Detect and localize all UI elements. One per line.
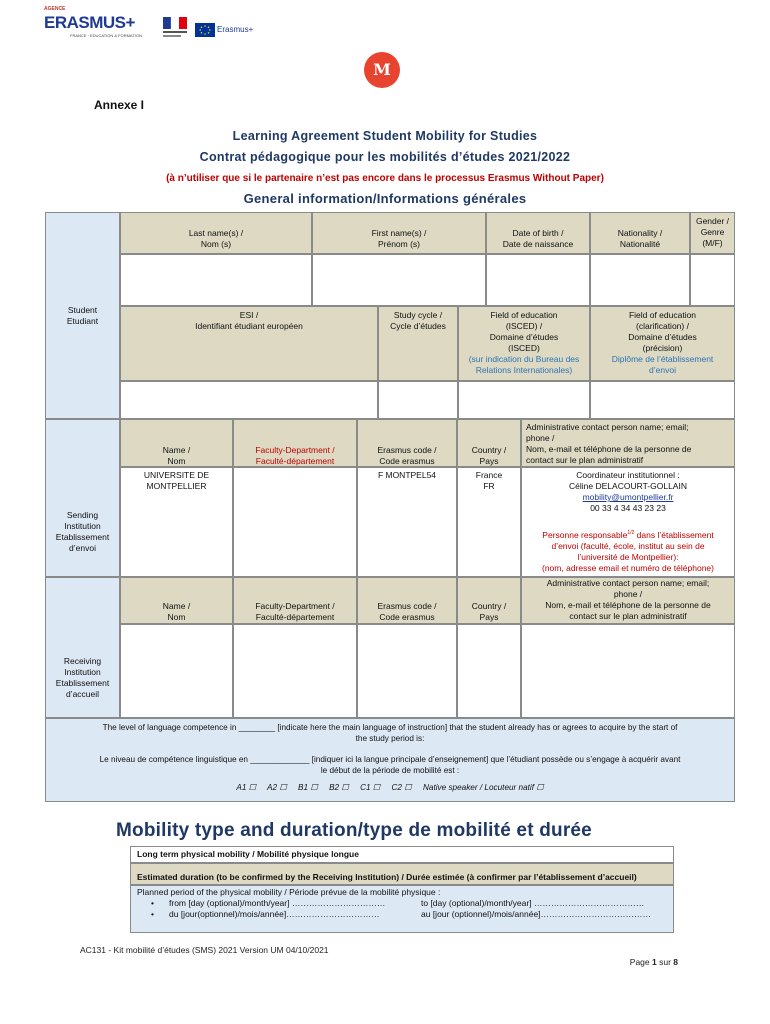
republique-francaise-logo (163, 17, 189, 39)
period-du-line: • du [jour(optionnel)/mois/année]…………………………… au [jour (optionnel)/mois/année]………………………………… (151, 909, 652, 919)
sending-header-country: Country / Pays (457, 419, 521, 467)
input-first-name[interactable] (312, 254, 486, 306)
eu-erasmus-label: Erasmus+ (217, 25, 254, 34)
annexe-label: Annexe I (94, 98, 145, 112)
title-fr: Contrat pédagogique pour les mobilités d’études 2021/2022 (199, 150, 571, 164)
estimated-duration-row: Estimated duration (to be confirmed by the Receiving Institution) / Durée estimée (à confirmer par l’établissement d’accueil) (130, 863, 674, 885)
receiving-header-country: Country / Pays (457, 577, 521, 624)
page-number: Page 1 sur 8 (629, 957, 678, 967)
title-en: Learning Agreement Student Mobility for Studies (232, 129, 538, 143)
sending-contact-email-link[interactable]: mobility@umontpellier.fr (582, 492, 674, 502)
period-from-line: • from [day (optional)/month/year] …………………………… to [day (optional)/month/year] ………………………………… (151, 898, 645, 908)
header-study-cycle: Study cycle / Cycle d’études (378, 306, 458, 381)
from-date-fr[interactable]: du [jour(optionnel)/mois/année]…………………………… (169, 909, 380, 919)
eu-flag-icon (195, 23, 215, 37)
header-esi: ESI / Identifiant étudiant européen (120, 306, 378, 381)
receiving-header-erasmus-code: Erasmus code / Code erasmus (357, 577, 457, 624)
sending-header-faculty: Faculty-Department / Faculté-département (233, 419, 357, 467)
section-general-info: General information/Informations générales (243, 191, 527, 206)
input-nationality[interactable] (590, 254, 690, 306)
receiving-faculty-input[interactable] (233, 624, 357, 718)
receiving-header-faculty: Faculty-Department / Faculté-département (233, 577, 357, 624)
from-date-en[interactable]: from [day (optional)/month/year] …………………………… (169, 898, 386, 908)
receiving-country-input[interactable] (457, 624, 521, 718)
input-date-of-birth[interactable] (486, 254, 590, 306)
header-logos (42, 4, 272, 42)
erasmus-wordmark: ERASMUS+ (44, 13, 135, 32)
header-field-isced: Field of education (ISCED) / Domaine d’études (ISCED) (sur indication du Bureau des Relations Internationales) (458, 306, 590, 381)
university-montpellier-logo (364, 52, 400, 88)
mobility-type-row: Long term physical mobility / Mobilité physique longue (130, 846, 674, 863)
input-field-clarification[interactable] (590, 381, 735, 419)
input-field-isced[interactable] (458, 381, 590, 419)
mobility-section-title: Mobility type and duration/type de mobilité et durée (116, 820, 592, 841)
header-gender: Gender / Genre (M/F) (690, 212, 735, 254)
language-competence-box: The level of language competence in ________ [indicate here the main language of instruction] that the student already has or agrees to acquire by the start of the study period is: Le niveau de compétence linguistique en _____________ [indiquer ici la langue principale d’enseignement] que l’étudiant possède ou s’engage à acquérir avant le début de la période de mobilité est : A1 ☐ A2 ☐ B1 ☐ B2 ☐ C1 ☐ C2 ☐ Native speaker / Locuteur natif ☐ (45, 718, 735, 802)
receiving-side-label: Receiving Institution Etablissement d’accueil (45, 577, 120, 718)
sending-side-label: Sending Institution Etablissement d’envoi (45, 419, 120, 577)
sending-header-name: Name / Nom (120, 419, 233, 467)
input-gender[interactable] (690, 254, 735, 306)
footer-doc-reference: AC131 - Kit mobilité d’études (SMS) 2021 Version UM 04/10/2021 (80, 945, 329, 955)
title-warning: (à n’utiliser que si le partenaire n’est pas encore dans le processus Erasmus Without Paper) (166, 173, 604, 184)
header-field-clarification: Field of education (clarification) / Domaine d’études (précision) Diplôme de l’établissement d’envoi (590, 306, 735, 381)
to-date-fr[interactable]: au [jour (optionnel)/mois/année]………………………………… (421, 909, 652, 919)
receiving-name-input[interactable] (120, 624, 233, 718)
header-date-of-birth: Date of birth / Date de naissance (486, 212, 590, 254)
sending-erasmus-code[interactable]: F MONTPEL54 (357, 467, 457, 577)
france-subtitle: FRANCE · EDUCATION & FORMATION (70, 33, 142, 38)
input-study-cycle[interactable] (378, 381, 458, 419)
to-date-en[interactable]: to [day (optional)/month/year] ………………………………… (421, 898, 645, 908)
header-last-name: Last name(s) / Nom (s) (120, 212, 312, 254)
student-side-label: Student Etudiant (45, 212, 120, 419)
erasmus-agence-logo (42, 4, 154, 42)
sending-contact-details[interactable]: Coordinateur institutionnel : Céline DELACOURT-GOLLAIN mobility@umontpellier.fr 00 33 4 34 43 23 23 Personne responsable$^{1/2}$ dans l’établissement d’envoi (faculté, école, institut au sein de l’université de Montpellier): (nom, adresse email et numéro de téléphone) (521, 467, 735, 577)
sending-header-contact: Administrative contact person name; email; phone / Nom, e-mail et téléphone de la personne de contact sur le plan administratif (521, 419, 735, 467)
sending-responsible-line1: Personne responsable$^{1/2}$ dans l’établissement (542, 529, 714, 540)
receiving-header-name: Name / Nom (120, 577, 233, 624)
language-level-checkboxes[interactable]: A1 ☐ A2 ☐ B1 ☐ B2 ☐ C1 ☐ C2 ☐ Native speaker / Locuteur natif ☐ (236, 783, 544, 792)
header-nationality: Nationality / Nationalité (590, 212, 690, 254)
um-logo-letter: M (373, 60, 391, 79)
sending-country[interactable]: France FR (457, 467, 521, 577)
sending-faculty-input[interactable] (233, 467, 357, 577)
header-first-name: First name(s) / Prénom (s) (312, 212, 486, 254)
agence-label: AGENCE (44, 6, 66, 12)
sending-header-erasmus-code: Erasmus code / Code erasmus (357, 419, 457, 467)
receiving-header-contact: Administrative contact person name; email; phone / Nom, e-mail et téléphone de la personne de contact sur le plan administratif (521, 577, 735, 624)
eu-erasmus-logo (195, 23, 265, 43)
receiving-contact-input[interactable] (521, 624, 735, 718)
input-last-name[interactable] (120, 254, 312, 306)
planned-period-row: Planned period of the physical mobility / Période prévue de la mobilité physique : • from [day (optional)/month/year] …………………………… to [day (optional)/month/year] ………………………………… • du [jour(optionnel)/mois/année]…………………………… au [jour (optionnel)/mois/année]………………………………… (130, 885, 674, 933)
receiving-erasmus-code-input[interactable] (357, 624, 457, 718)
sending-institution-name[interactable]: UNIVERSITE DE MONTPELLIER (120, 467, 233, 577)
input-esi[interactable] (120, 381, 378, 419)
